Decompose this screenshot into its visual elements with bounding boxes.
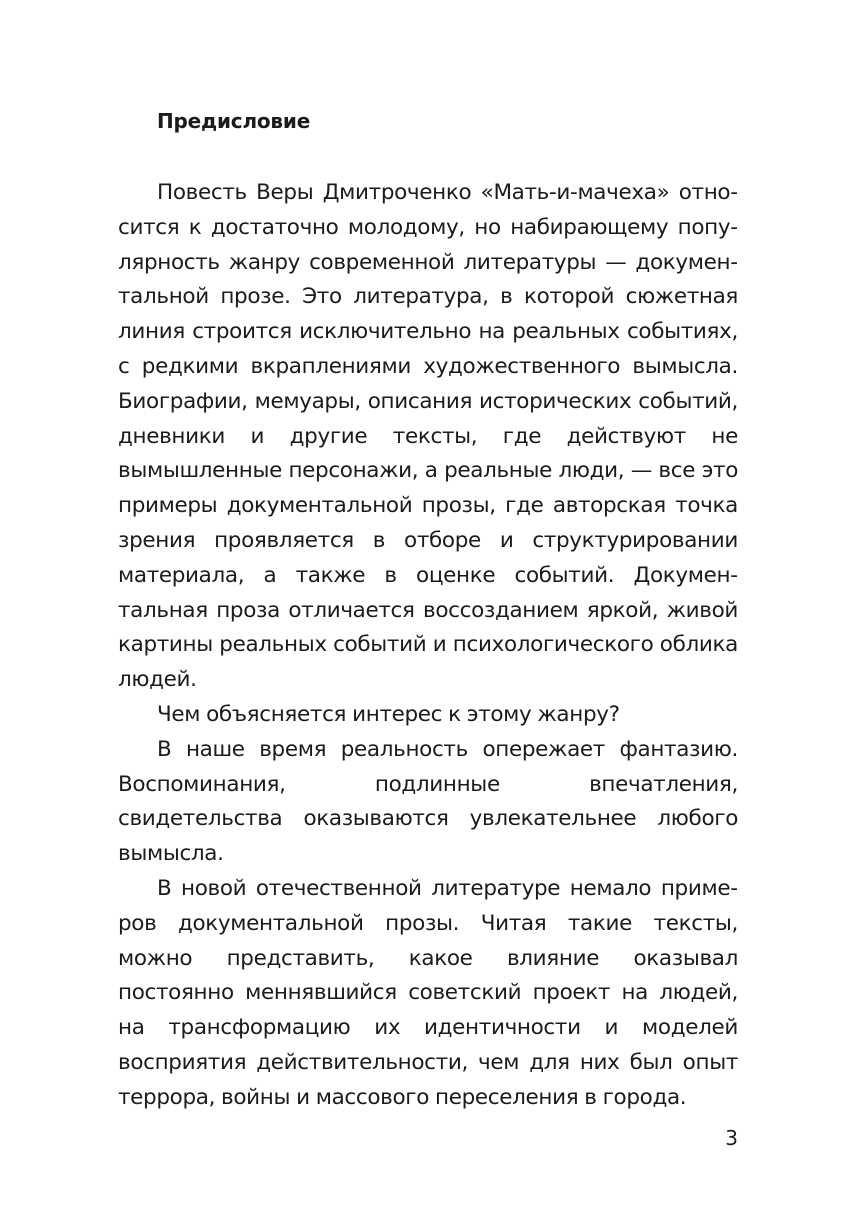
paragraph-national-literature: В новой отечественной литературе немало примеров документальной прозы. Читая такие тексты, можно представить, какое влияние оказывал постоянно меннявшийся советский проект на людей, на трансформацию их идентичности и моделей восприятия действительности, чем для них был опыт террора, войны и массового переселения в города.	[118, 875, 738, 1110]
body-text	[118, 176, 738, 1116]
section-heading: Предисловие	[157, 109, 311, 133]
paragraph-genre-question: Чем объясняется интерес к этому жанру?	[157, 701, 620, 727]
page-number: 3	[725, 1126, 738, 1150]
paragraph-documentary-prose: Повесть Веры Дмитроченко «Мать-и-мачеха» относится к достаточно молодому, но набирающему популярность жанру современной литературы — документальной прозе. Это литература, в которой сюжетная линия строится исключительно на реальных событиях, с редкими вкраплениями художественного вымысла. Биографии, мемуары, описания исторических событий, дневники и другие тексты, где действуют не вымышленные персонажи, а реальные люди, — все это примеры документальной прозы, где авторская точка зрения проявляется в отборе и структурировании материала, а также в оценке событий. Документальная проза отличается воссозданием яркой, живой картины реальных событий и психологического облика людей.	[118, 180, 738, 693]
paragraph-reality-fantasy: В наше время реальность опережает фантазию. Воспоминания, подлинные впечатления, свидетельства оказываются увлекательнее любого вымысла.	[118, 736, 738, 867]
